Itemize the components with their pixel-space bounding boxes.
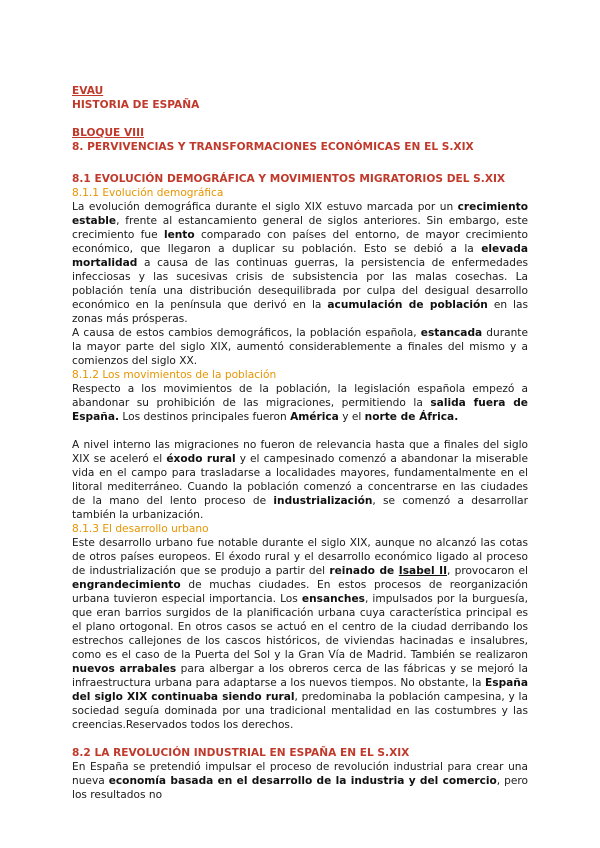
paragraph-migration-external: Respecto a los movimientos de la población, la legislación española empezó a abandonar su prohibición de las migraciones, permitiendo la salida fuera de España. Los destinos principales fueron América y el norte de África. [72,383,528,423]
subsection-8-1-3-title: 8.1.3 El desarrollo urbano [72,523,209,535]
section-8-1-title: 8.1 EVOLUCIÓN DEMOGRÁFICA Y MOVIMIENTOS MIGRATORIOS DEL S.XIX [72,173,506,185]
block-label: BLOQUE VIII [72,127,145,139]
subsection-8-1-1-title: 8.1.1 Evolución demográfica [72,187,224,199]
paragraph-industrial-revolution: En España se pretendió impulsar el proceso de revolución industrial para crear una nueva economía basada en el desarrollo de la industria y del comercio, pero los resultados no [72,761,528,801]
section-8-2-title: 8.2 LA REVOLUCIÓN INDUSTRIAL EN ESPAÑA EN EL S.XIX [72,747,410,759]
paragraph-migration-internal: A nivel interno las migraciones no fueron de relevancia hasta que a finales del siglo XIX se aceleró el éxodo rural y el campesinado comenzó a abandonar la miserable vida en el campo para trasladarse a localidades mayores, fundamentalmente en el litoral mediterráneo. Cuando la población comenzó a concentrarse en las ciudades de la mano del lento proceso de industrialización, se comenzó a desarrollar también la urbanización. [72,439,528,521]
subject-title: HISTORIA DE ESPAÑA [72,99,200,111]
paragraph-demographic-evolution: La evolución demográfica durante el siglo XIX estuvo marcada por un crecimiento estable, frente al estancamiento general de siglos anteriores. Sin embargo, este crecimiento fue lento comparado con países del entorno, de mayor crecimiento económico, que llegaron a duplicar su población. Esto se debió a la elevada mortalidad a causa de las continuas guerras, la persistencia de enfermedades infecciosas y las sucesivas crisis de subsistencia por las malas cosechas. La población tenía una distribución desequilibrada por culpa del desigual desarrollo económico en la península que derivó en la acumulación de población en las zonas más prósperas. [72,201,528,325]
block-title: 8. PERVIVENCIAS Y TRANSFORMACIONES ECONÓMICAS EN EL S.XIX [72,141,474,153]
subsection-8-1-2-title: 8.1.2 Los movimientos de la población [72,369,277,381]
paragraph-population-change: A causa de estos cambios demográficos, la población española, estancada durante la mayor parte del siglo XIX, aumentó considerablemente a finales del mismo y a comienzos del siglo XX. [72,327,528,367]
exam-label: EVAU [72,85,104,97]
paragraph-urban-development: Este desarrollo urbano fue notable durante el siglo XIX, aunque no alcanzó las cotas de otros países europeos. El éxodo rural y el desarrollo económico ligado al proceso de industrialización que se produjo a partir del reinado de Isabel II, provocaron el engrandecimiento de muchas ciudades. En estos procesos de reorganización urbana tuvieron especial importancia. Los ensanches, impulsados por la burguesía, que eran barrios surgidos de la planificación urbana cuya característica principal es el plano ortogonal. En otros casos se actuó en el centro de la ciudad derribando los estrechos callejones de los cascos históricos, de viviendas hacinadas e insalubres, como es el caso de la Puerta del Sol y la Gran Vía de Madrid. También se realizaron nuevos arrabales para albergar a los obreros cerca de las fábricas y se mejoró la infraestructura urbana para adaptarse a los nuevos tiempos. No obstante, la España del siglo XIX continuaba siendo rural, predominaba la población campesina, y la sociedad seguía dominada por una tradicional mentalidad en las costumbres y las creencias.Reservados todos los derechos. [72,537,528,731]
document-page [72,84,528,802]
